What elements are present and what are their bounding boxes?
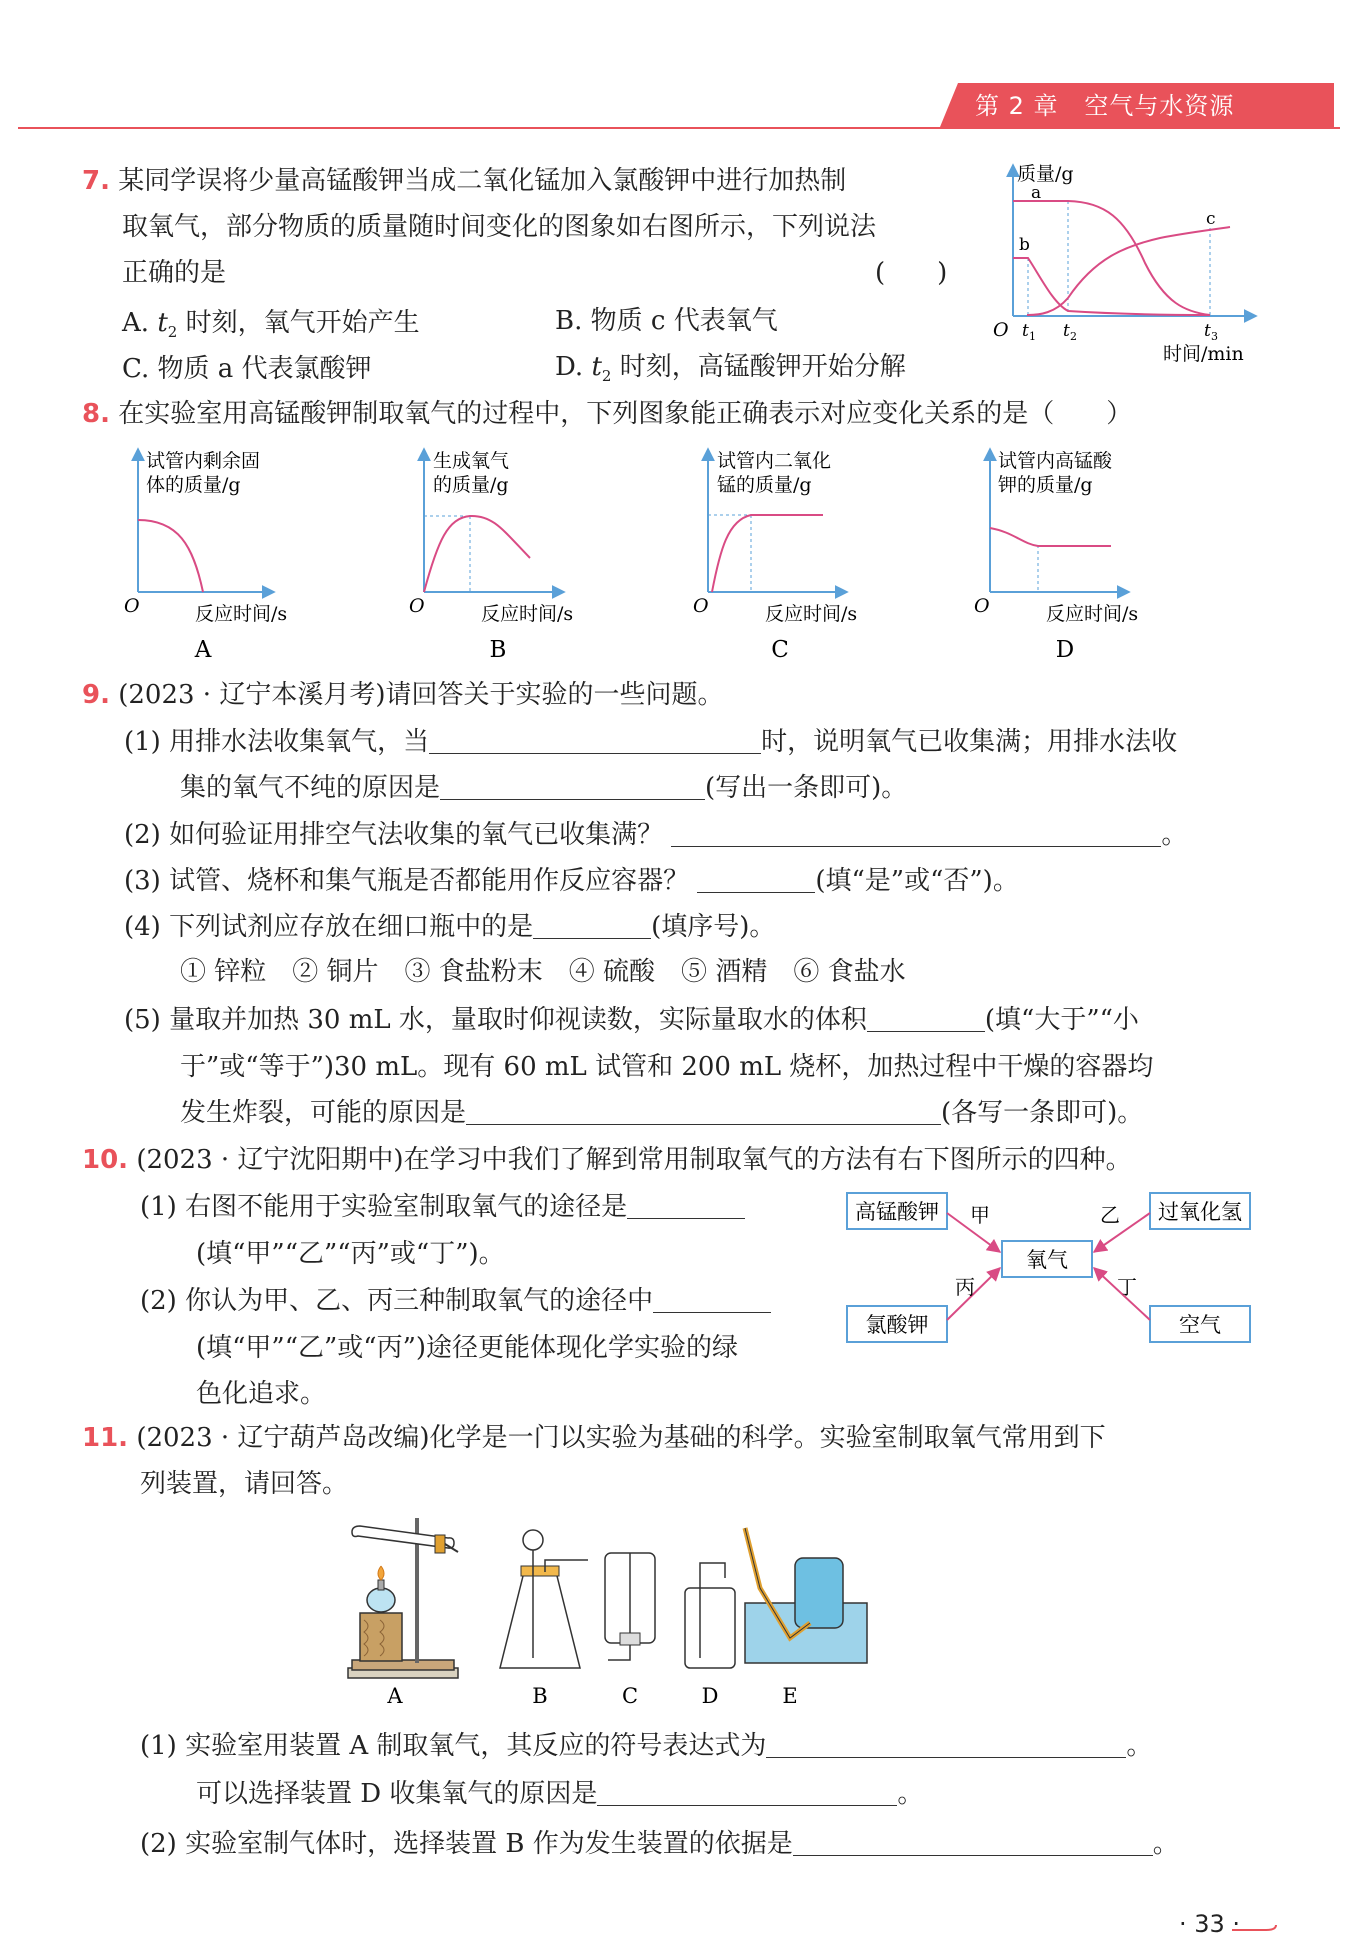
q9-part5-line1 bbox=[124, 1003, 1139, 1037]
q9-p1-text-c: 集的氧气不纯的原因是 bbox=[180, 773, 441, 803]
q9-p5-text-a: (5) 量取并加热 30 mL 水，量取时仰视读数，实际量取水的体积 bbox=[124, 1005, 867, 1035]
q11-p1-text-b: 可以选择装置 D 收集氧气的原因是 bbox=[196, 1779, 598, 1809]
q8-a-xlabel: 反应时间/s bbox=[195, 603, 288, 625]
q9-p5-text-c: 于”或“等于”)30 mL。现有 60 mL 试管和 200 mL 烧杯，加热过程中干燥的容器均 bbox=[180, 1052, 1154, 1082]
q9-part2 bbox=[124, 818, 1187, 852]
q11-line1 bbox=[82, 1421, 1106, 1455]
q10-part1 bbox=[140, 1190, 745, 1224]
apparatus-d-label: D bbox=[701, 1684, 719, 1708]
q7-t3: t bbox=[1204, 321, 1211, 341]
q7-option-a-letter: A. bbox=[122, 308, 150, 338]
box-h2o2-label: 过氧化氢 bbox=[1158, 1200, 1242, 1224]
box-air-label: 空气 bbox=[1179, 1313, 1221, 1337]
q8-c-ylabel-1: 试管内二氧化 bbox=[717, 450, 832, 472]
q11-part1-line2 bbox=[196, 1777, 923, 1811]
q8-b-label: B bbox=[489, 637, 507, 663]
q8-a-ylabel-2: 体的质量/g bbox=[146, 474, 241, 496]
q8-graph-d bbox=[974, 450, 1138, 663]
page-number-swoosh-icon bbox=[1230, 1918, 1280, 1938]
q8-a-origin: O bbox=[124, 595, 140, 617]
q8-graphs bbox=[108, 440, 1308, 670]
q8-a-ylabel-1: 试管内剩余固 bbox=[146, 450, 261, 472]
q11-part1-line1 bbox=[140, 1729, 1152, 1763]
q7-curve-a bbox=[1013, 201, 1210, 315]
chapter-title: 空气与水资源 bbox=[1084, 92, 1235, 120]
q8-graph-b bbox=[409, 450, 573, 663]
apparatus-c bbox=[605, 1553, 655, 1708]
q7-option-d-sub: 2 bbox=[601, 367, 612, 386]
q11-p1-end-2: 。 bbox=[897, 1779, 924, 1809]
q7-label-b: b bbox=[1019, 235, 1030, 255]
box-kmno4-label: 高锰酸钾 bbox=[855, 1200, 939, 1224]
q9-p5-text-b: (填“大于”“小 bbox=[984, 1005, 1139, 1035]
q8-d-label: D bbox=[1055, 637, 1075, 663]
q9-part1-line2 bbox=[180, 771, 907, 805]
q11-p1-blank-1[interactable] bbox=[766, 1731, 1126, 1758]
apparatus-b bbox=[500, 1530, 588, 1708]
q11-stem-2: 列装置，请回答。 bbox=[140, 1469, 349, 1499]
box-kclo3-label: 氯酸钾 bbox=[865, 1313, 929, 1337]
q7-mass-time-graph bbox=[985, 158, 1270, 368]
q11-p1-blank-2[interactable] bbox=[597, 1779, 897, 1806]
q7-x-label: 时间/min bbox=[1163, 343, 1244, 365]
q7-option-b bbox=[555, 304, 778, 338]
q11-p2-end: 。 bbox=[1152, 1829, 1179, 1859]
q7-y-label: 质量/g bbox=[1017, 163, 1074, 185]
q11-part2 bbox=[140, 1827, 1179, 1861]
apparatus-d bbox=[685, 1563, 735, 1708]
q8-curve-a bbox=[138, 520, 203, 592]
q7-option-d-text: 时刻，高锰酸钾开始分解 bbox=[619, 352, 906, 382]
q9-p2-end: 。 bbox=[1161, 820, 1188, 850]
q8-b-ylabel-1: 生成氧气 bbox=[433, 450, 510, 472]
q9-p2-blank[interactable] bbox=[671, 820, 1161, 847]
q7-answer-paren: ( ) bbox=[875, 258, 948, 288]
q7-option-c-letter: C. bbox=[122, 354, 150, 384]
q8-d-ylabel-2: 钾的质量/g bbox=[998, 474, 1093, 496]
q10-line bbox=[82, 1143, 1132, 1177]
q7-stem-2: 取氧气，部分物质的质量随时间变化的图象如右图所示，下列说法 bbox=[122, 212, 877, 242]
q8-d-origin: O bbox=[974, 595, 990, 617]
q10-p2-text-c: 色化追求。 bbox=[196, 1379, 327, 1409]
q9-p5-text-d: 发生炸裂，可能的原因是 bbox=[180, 1098, 467, 1128]
q9-p1-blank-2[interactable] bbox=[440, 773, 705, 800]
q10-p2-text-b: (填“甲”“乙”或“丙”)途径更能体现化学实验的绿 bbox=[196, 1333, 739, 1363]
q8-stem: 在实验室用高锰酸钾制取氧气的过程中，下列图象能正确表示对应变化关系的是（ ） bbox=[118, 399, 1133, 429]
q7-option-c bbox=[122, 352, 372, 386]
q10-p2-blank[interactable] bbox=[653, 1286, 771, 1313]
q7-option-a-text: 时刻，氧气开始产生 bbox=[185, 308, 420, 338]
q10-p1-text-a: (1) 右图不能用于实验室制取氧气的途径是 bbox=[140, 1192, 628, 1222]
q7-option-a-t: t bbox=[157, 308, 168, 338]
q9-part5-line3 bbox=[180, 1096, 1143, 1130]
q7-option-c-text: 物质 a 代表氯酸钾 bbox=[157, 354, 372, 384]
label-bing: 丙 bbox=[955, 1275, 975, 1299]
apparatus-e bbox=[745, 1528, 867, 1708]
q8-a-label: A bbox=[194, 637, 212, 663]
q7-label-c: c bbox=[1206, 209, 1216, 229]
q9-p1-text-d: (写出一条即可)。 bbox=[705, 773, 908, 803]
q9-line bbox=[82, 678, 723, 712]
q7-t3-sub: 3 bbox=[1211, 330, 1218, 343]
q9-p3-end: (填“是”或“否”)。 bbox=[815, 866, 1019, 896]
q9-p4-blank[interactable] bbox=[533, 912, 651, 939]
q11-p1-end: 。 bbox=[1126, 1731, 1153, 1761]
q9-p1-text-b: 时，说明氧气已收集满；用排水法收 bbox=[761, 727, 1178, 757]
q8-c-ylabel-2: 锰的质量/g bbox=[717, 474, 812, 496]
q8-graph-c bbox=[693, 450, 857, 663]
q8-curve-d bbox=[990, 528, 1111, 546]
q7-option-d-letter: D. bbox=[555, 352, 584, 382]
q9-p5-blank-2[interactable] bbox=[466, 1098, 941, 1125]
label-jia: 甲 bbox=[970, 1203, 990, 1227]
q9-p3-text: (3) 试管、烧杯和集气瓶是否都能用作反应容器？ bbox=[124, 866, 690, 896]
q7-option-b-letter: B. bbox=[555, 306, 583, 336]
q9-part1-line1 bbox=[124, 725, 1177, 759]
q9-p4-text: (4) 下列试剂应存放在细口瓶中的是 bbox=[124, 912, 534, 942]
label-yi: 乙 bbox=[1100, 1203, 1120, 1227]
q7-option-b-text: 物质 c 代表氧气 bbox=[590, 306, 778, 336]
q9-p1-text-a: (1) 用排水法收集氧气，当 bbox=[124, 727, 430, 757]
q7-t2-sub: 2 bbox=[1070, 330, 1077, 343]
apparatus-b-label: B bbox=[532, 1684, 548, 1708]
apparatus-a bbox=[348, 1518, 458, 1708]
q7-option-d-t: t bbox=[591, 352, 602, 382]
page-number: · 33 · bbox=[1178, 1910, 1240, 1938]
q7-option-a-sub: 2 bbox=[167, 323, 178, 342]
q7-number: 7. bbox=[82, 166, 110, 196]
q8-b-origin: O bbox=[409, 595, 425, 617]
q10-p1-text-b: (填“甲”“乙”“丙”或“丁”)。 bbox=[196, 1239, 505, 1269]
q11-apparatus bbox=[340, 1508, 1070, 1710]
q10-oxygen-routes-diagram bbox=[845, 1188, 1265, 1348]
q8-d-xlabel: 反应时间/s bbox=[1046, 603, 1139, 625]
apparatus-e-label: E bbox=[782, 1684, 798, 1708]
q10-number: 10. bbox=[82, 1145, 129, 1175]
q8-c-origin: O bbox=[693, 595, 709, 617]
q8-c-xlabel: 反应时间/s bbox=[765, 603, 858, 625]
q9-stem: (2023 · 辽宁本溪月考)请回答关于实验的一些问题。 bbox=[118, 680, 724, 710]
header-rule bbox=[18, 127, 1340, 129]
q11-p1-text-a: (1) 实验室用装置 A 制取氧气，其反应的符号表达式为 bbox=[140, 1731, 767, 1761]
q7-t1-sub: 1 bbox=[1029, 330, 1036, 343]
q9-p1-blank-1[interactable] bbox=[429, 727, 761, 754]
q11-p2-blank[interactable] bbox=[793, 1829, 1153, 1856]
q7-t2: t bbox=[1063, 321, 1070, 341]
q8-curve-b bbox=[424, 516, 530, 592]
q9-number: 9. bbox=[82, 680, 110, 710]
apparatus-a-label: A bbox=[387, 1684, 403, 1708]
label-ding: 丁 bbox=[1117, 1275, 1137, 1299]
q8-number: 8. bbox=[82, 399, 110, 429]
q9-part3 bbox=[124, 864, 1019, 898]
q9-p4-end: (填序号)。 bbox=[651, 912, 776, 942]
q11-p2-text: (2) 实验室制气体时，选择装置 B 作为发生装置的依据是 bbox=[140, 1829, 793, 1859]
q7-t1: t bbox=[1022, 321, 1029, 341]
q7-stem-1: 某同学误将少量高锰酸钾当成二氧化锰加入氯酸钾中进行加热制 bbox=[118, 166, 847, 196]
q9-p2-text: (2) 如何验证用排空气法收集的氧气已收集满？ bbox=[124, 820, 664, 850]
q11-stem-1: (2023 · 辽宁葫芦岛改编)化学是一门以实验为基础的科学。实验室制取氧气常用到下 bbox=[136, 1423, 1106, 1453]
q7-line1 bbox=[82, 164, 846, 198]
q10-p2-text-a: (2) 你认为甲、乙、丙三种制取氧气的途径中 bbox=[140, 1286, 654, 1316]
q10-stem: (2023 · 辽宁沈阳期中)在学习中我们了解到常用制取氧气的方法有右下图所示的四种。 bbox=[136, 1145, 1132, 1175]
q7-option-a bbox=[122, 306, 420, 349]
q8-c-label: C bbox=[771, 637, 789, 663]
q9-p5-text-e: (各写一条即可)。 bbox=[941, 1098, 1144, 1128]
q8-curve-c bbox=[712, 515, 823, 592]
q7-stem-3: 正确的是 bbox=[122, 258, 227, 288]
q9-p5-blank-1[interactable] bbox=[867, 1005, 985, 1032]
box-o2-label: 氧气 bbox=[1026, 1248, 1068, 1272]
q9-part4 bbox=[124, 910, 775, 944]
chapter-number: 第 2 章 bbox=[975, 92, 1059, 120]
q10-part2 bbox=[140, 1284, 771, 1318]
apparatus-c-label: C bbox=[621, 1684, 639, 1708]
q8-b-ylabel-2: 的质量/g bbox=[433, 474, 509, 496]
q7-option-d bbox=[555, 350, 906, 393]
q7-label-a: a bbox=[1031, 183, 1042, 203]
q9-p3-blank[interactable] bbox=[697, 866, 815, 893]
q8-b-xlabel: 反应时间/s bbox=[481, 603, 574, 625]
q10-p1-blank[interactable] bbox=[627, 1192, 745, 1219]
q7-origin: O bbox=[993, 319, 1009, 341]
q8-d-ylabel-1: 试管内高锰酸 bbox=[998, 450, 1113, 472]
chapter-heading bbox=[975, 86, 1234, 126]
q8-line bbox=[82, 397, 1132, 431]
q9-p4-list: ① 锌粒 ② 铜片 ③ 食盐粉末 ④ 硫酸 ⑤ 酒精 ⑥ 食盐水 bbox=[180, 957, 906, 987]
q8-graph-a bbox=[124, 450, 287, 663]
q11-number: 11. bbox=[82, 1423, 129, 1453]
